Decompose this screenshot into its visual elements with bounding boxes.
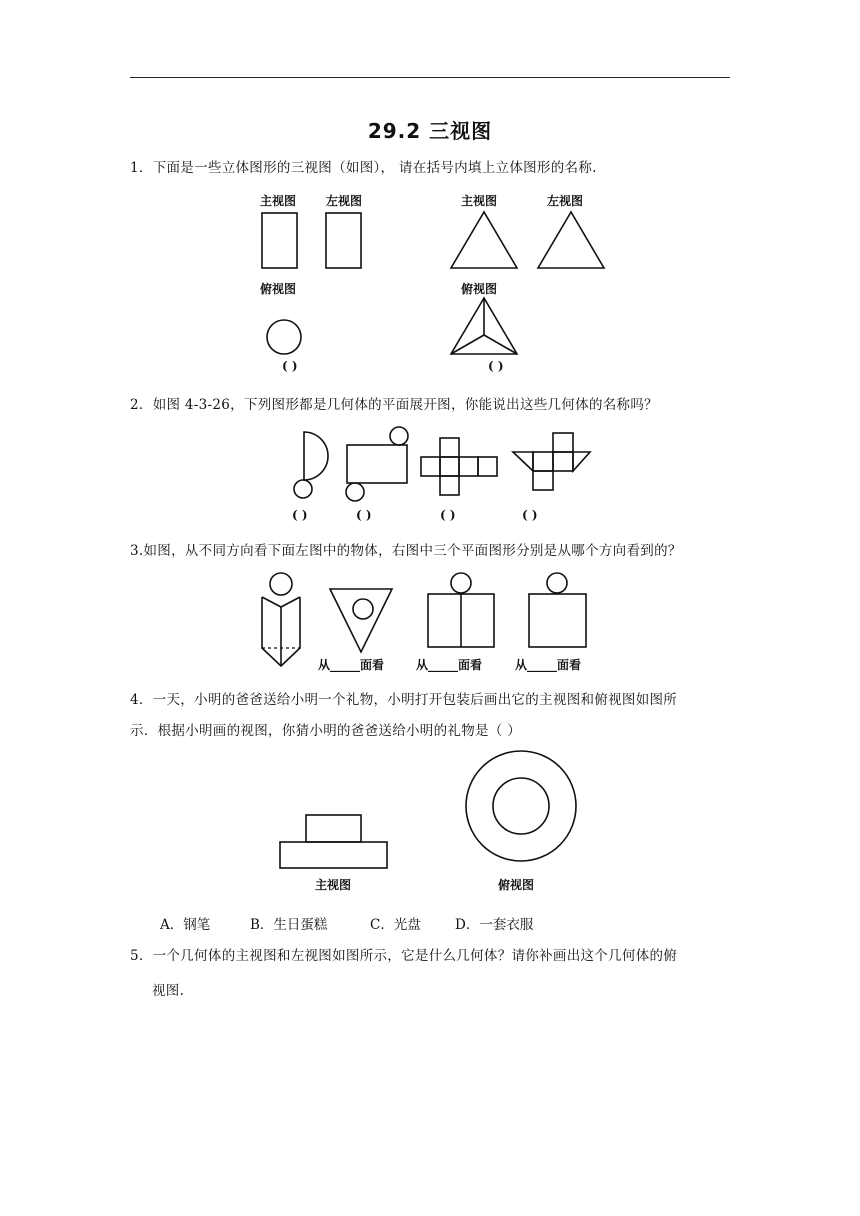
q4-top-view-label: 俯视图 xyxy=(498,878,535,892)
q2-answer-parentheses-4: ( ) xyxy=(522,508,538,522)
q1a-front-view-label: 主视图 xyxy=(260,194,297,208)
q1a-front-view-rectangle xyxy=(262,213,297,268)
q4-option-c: C．光盘 xyxy=(370,917,421,933)
q1b-left-view-triangle xyxy=(538,212,604,268)
q4-front-view xyxy=(280,815,387,868)
q2-answer-parentheses-3: ( ) xyxy=(440,508,456,522)
q1a-left-view-label: 左视图 xyxy=(326,194,363,208)
q2-net-cube-face-center xyxy=(440,457,459,476)
q2-net-prism-face-2 xyxy=(533,471,553,490)
q2-net-cone-sector xyxy=(304,432,328,480)
q1b-left-view-label: 左视图 xyxy=(547,194,584,208)
q3-solid-prism-edge-1 xyxy=(262,597,281,607)
q3-blank-label-2: 从_____面看 xyxy=(416,658,483,672)
q3-solid-figure xyxy=(262,573,300,666)
q3-blank-label-3: 从_____面看 xyxy=(515,658,582,672)
q4-top-view-inner-circle xyxy=(493,778,549,834)
q2-net-cube-face-left xyxy=(421,457,440,476)
q4-option-b: B．生日蛋糕 xyxy=(250,917,328,933)
q3-solid-sphere xyxy=(270,573,292,595)
q2-net-prism-triangle-1 xyxy=(513,452,533,471)
q2-net-prism xyxy=(513,433,590,490)
q1a-left-view-rectangle xyxy=(326,213,361,268)
q2-net-cone xyxy=(294,432,328,498)
q1a-answer-parentheses: ( ) xyxy=(282,359,298,373)
q2-net-cube xyxy=(421,438,497,495)
q2-net-prism-triangle-2 xyxy=(573,452,590,471)
q2-net-cylinder xyxy=(346,427,408,501)
q2-net-prism-face-1 xyxy=(533,452,553,471)
q4-top-view-outer-circle xyxy=(466,751,576,861)
q3-view-rectangle xyxy=(529,573,586,647)
question-5-line-2: 视图. xyxy=(152,983,185,999)
q2-answer-parentheses-2: ( ) xyxy=(356,508,372,522)
q1a-top-view-circle xyxy=(267,320,301,354)
question-4-line-2: 示．根据小明画的视图，你猜小明的爸爸送给小明的礼物是（ ） xyxy=(130,723,521,739)
q2-net-cube-face-bottom xyxy=(440,476,459,495)
q2-answer-parentheses-1: ( ) xyxy=(292,508,308,522)
q2-net-prism-face-4 xyxy=(553,452,573,471)
q2-net-prism-face-3 xyxy=(553,433,573,452)
question-4-line-1: 4．一天，小明的爸爸送给小明一个礼物，小明打开包装后画出它的主视图和俯视图如图所 xyxy=(130,692,678,708)
q4-front-view-bottom-rectangle xyxy=(280,842,387,868)
q3-blank-label-1: 从_____面看 xyxy=(318,658,385,672)
q2-net-cylinder-top xyxy=(390,427,408,445)
q1a-top-view-label: 俯视图 xyxy=(260,282,297,296)
q3-view-2-circle xyxy=(451,573,471,593)
q3-view-triangle-circle xyxy=(353,599,373,619)
q3-solid-prism-edge-2 xyxy=(281,597,300,607)
q1b-answer-parentheses: ( ) xyxy=(488,359,504,373)
question-5-line-1: 5．一个几何体的主视图和左视图如图所示，它是什么几何体？请你补画出这个几何体的俯 xyxy=(130,948,678,964)
q2-net-cylinder-bottom xyxy=(346,483,364,501)
q1a-figure xyxy=(262,213,361,354)
q3-view-triangle xyxy=(330,589,392,652)
q2-net-cube-face-right xyxy=(459,457,478,476)
q2-net-cylinder-rectangle xyxy=(347,445,407,483)
question-1-text: 1．下面是一些立体图形的三视图（如图）， 请在括号内填上立体图形的名称. xyxy=(130,160,597,176)
q2-net-cube-face-top xyxy=(440,438,459,457)
q4-option-a: A．钢笔 xyxy=(160,917,211,933)
q2-net-cone-base xyxy=(294,480,312,498)
q1b-top-view-label: 俯视图 xyxy=(461,282,498,296)
q4-top-view xyxy=(466,751,576,861)
q3-view-3-rectangle xyxy=(529,594,586,647)
q3-view-3-circle xyxy=(547,573,567,593)
q1b-figure xyxy=(451,212,604,354)
q4-front-view-label: 主视图 xyxy=(315,878,352,892)
q3-view-rectangle-split xyxy=(428,573,494,647)
question-3-text: 3.如图，从不同方向看下面左图中的物体，右图中三个平面图形分别是从哪个方向看到的？ xyxy=(130,543,682,559)
q4-front-view-top-rectangle xyxy=(306,815,361,842)
q1b-front-view-label: 主视图 xyxy=(461,194,498,208)
q2-net-cube-face-far-right xyxy=(478,457,497,476)
question-2-text: 2．如图 4-3-26，下列图形都是几何体的平面展开图，你能说出这些几何体的名称吗？ xyxy=(130,397,658,413)
q1b-front-view-triangle xyxy=(451,212,517,268)
page-title: 29.2 三视图 xyxy=(367,119,493,143)
q4-option-d: D．一套衣服 xyxy=(455,917,534,933)
